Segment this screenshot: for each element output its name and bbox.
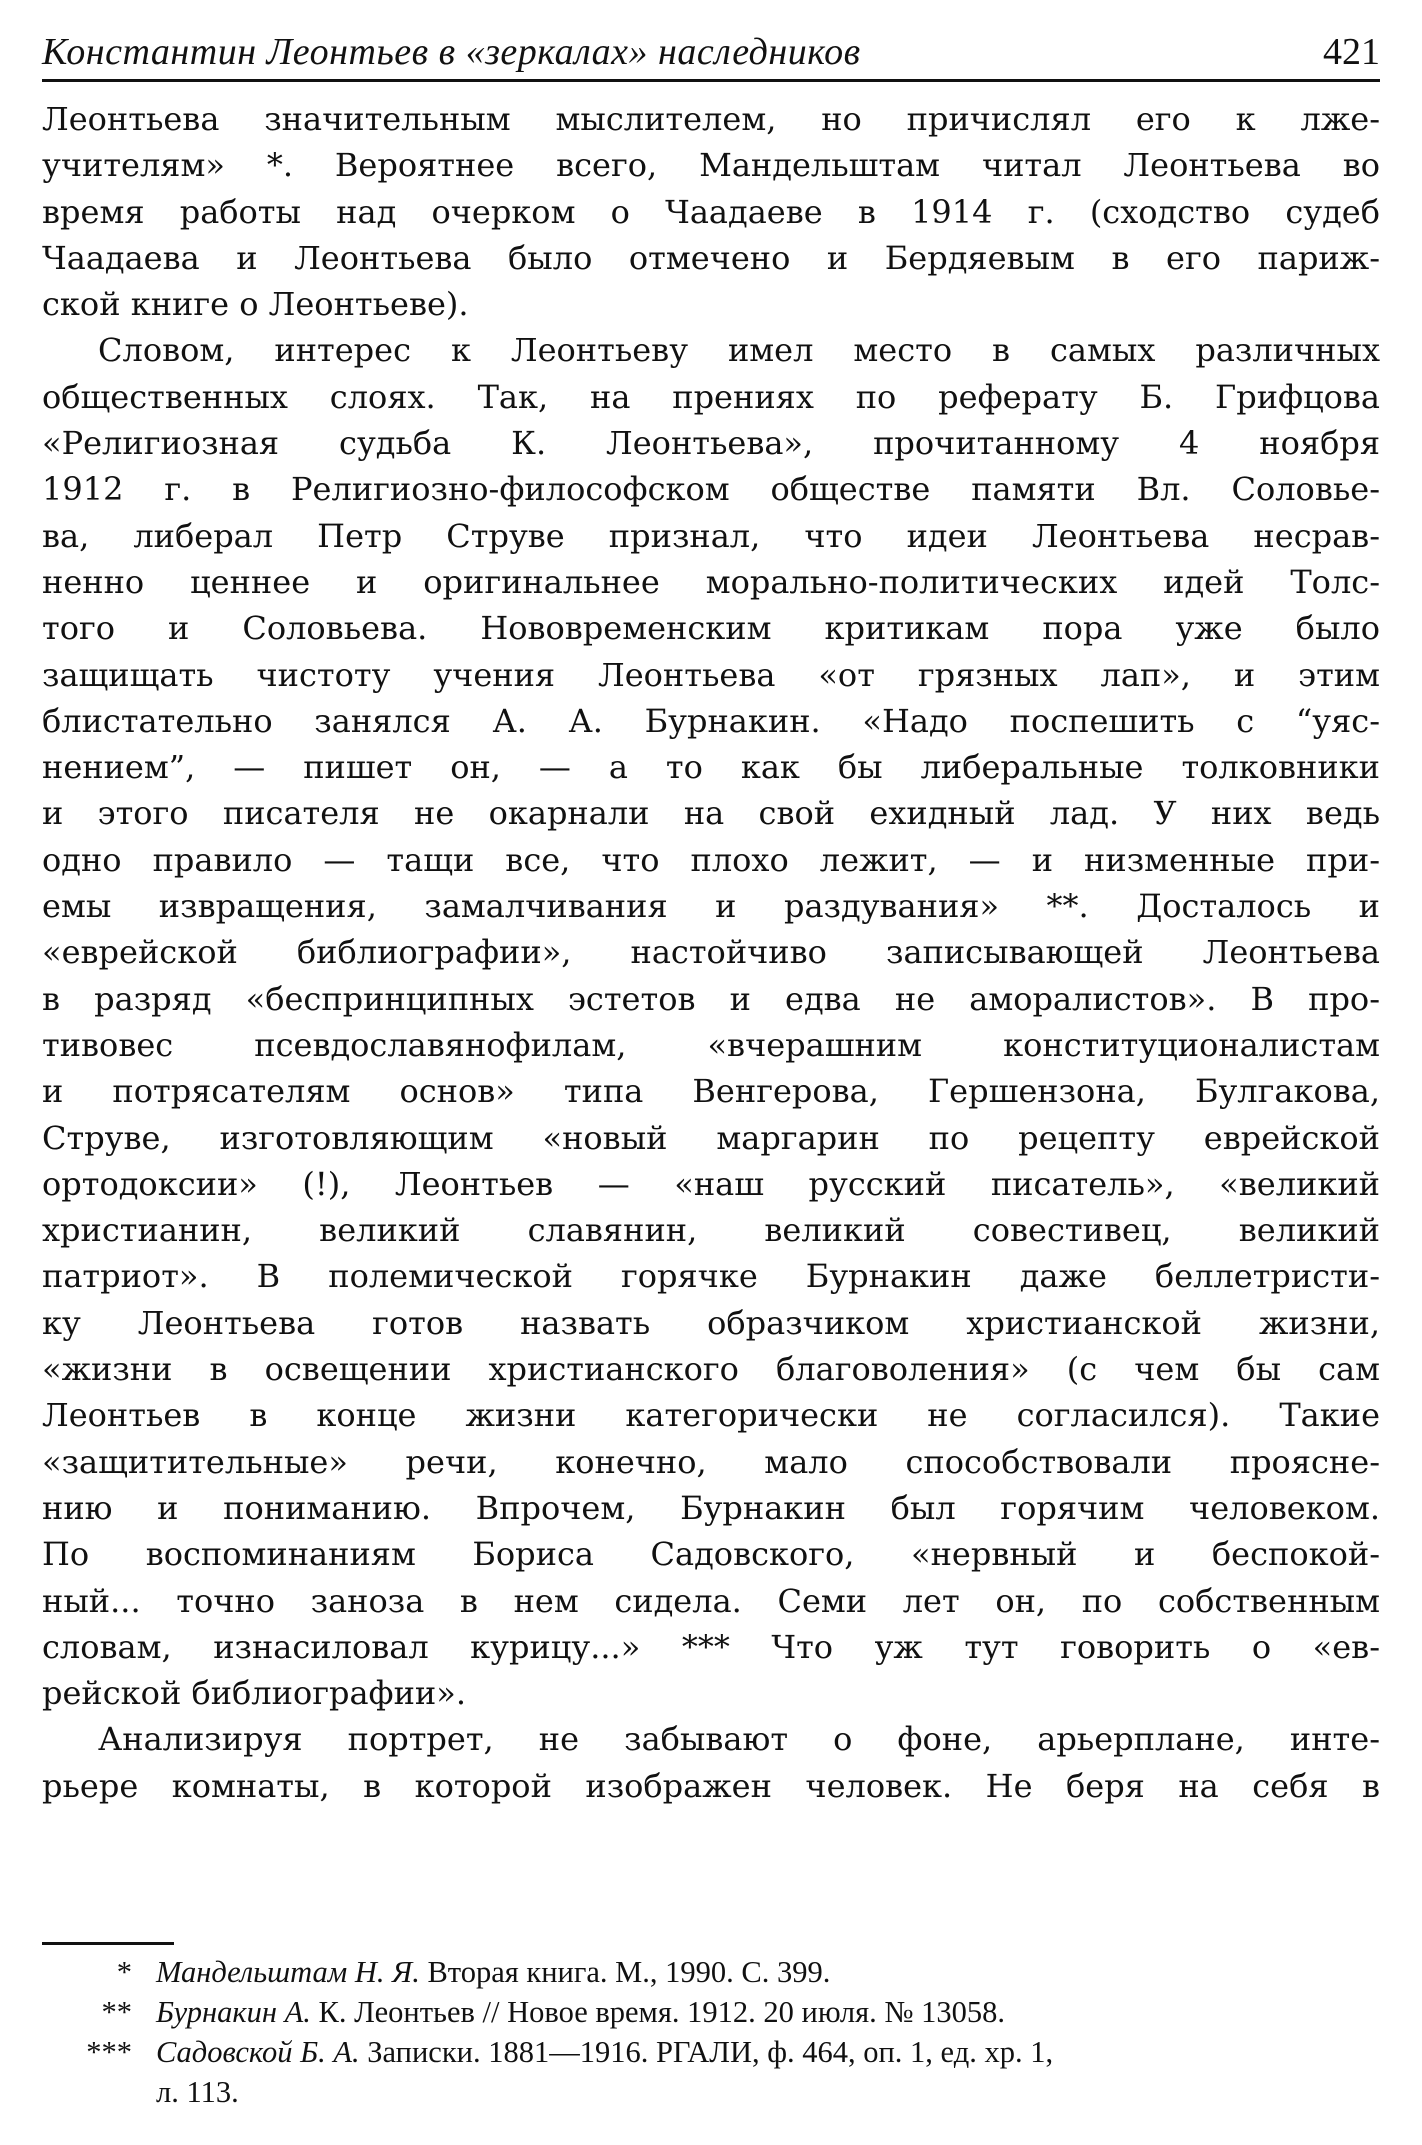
footnote-author: Садовской Б. А. bbox=[156, 2035, 360, 2069]
text-line: По воспоминаниям Бориса Садовского, «нервный и беспокой- bbox=[42, 1535, 1380, 1574]
text-line: словам, изнасиловал курицу...» *** Что уж тут говорить о «ев- bbox=[42, 1627, 1380, 1666]
running-head-title: Константин Леонтьев в «зеркалах» наследников bbox=[42, 31, 861, 73]
text-line: рейской библиографии». bbox=[42, 1674, 466, 1713]
footnote-author: Мандельштам Н. Я. bbox=[156, 1955, 420, 1989]
text-line: 1912 г. в Религиозно-философском обществе памяти Вл. Соловье- bbox=[42, 470, 1380, 509]
footnote-rule bbox=[42, 1942, 174, 1945]
footnote-text bbox=[156, 1992, 1380, 2032]
text-line: христианин, великий славянин, великий совестивец, великий bbox=[42, 1211, 1380, 1250]
text-line: ортодоксии» (!), Леонтьев — «наш русский писатель», «великий bbox=[42, 1164, 1380, 1203]
text-line: нию и пониманию. Впрочем, Бурнакин был горячим человеком. bbox=[42, 1488, 1380, 1527]
text-line: «еврейской библиографии», настойчиво записывающей Леонтьева bbox=[42, 933, 1380, 972]
footnote bbox=[42, 2032, 1380, 2072]
footnote-text bbox=[156, 1952, 1380, 1992]
text-line: рьере комнаты, в которой изображен человек. Не беря на себя в bbox=[42, 1766, 1380, 1805]
footnote-mark: * bbox=[116, 1955, 132, 1989]
text-line: и этого писателя не окарнали на свой ехидный лад. У них ведь bbox=[42, 794, 1380, 833]
footnote-continuation: л. 113. bbox=[156, 2075, 239, 2109]
text-line: тивовес псевдославянофилам, «вчерашним конституционалистам bbox=[42, 1025, 1380, 1064]
text-line: «Религиозная судьба К. Леонтьева», прочитанному 4 ноября bbox=[42, 424, 1380, 463]
text-line: патриот». В полемической горячке Бурнакин даже беллетристи- bbox=[42, 1257, 1380, 1296]
body-text bbox=[42, 96, 1380, 1809]
text-line: Струве, изготовляющим «новый маргарин по рецепту еврейской bbox=[42, 1118, 1380, 1157]
footnote-text bbox=[156, 2032, 1380, 2072]
text-line: того и Соловьева. Нововременским критикам пора уже было bbox=[42, 609, 1380, 648]
text-line: Леонтьев в конце жизни категорически не согласился). Такие bbox=[42, 1396, 1380, 1435]
footnote-mark: *** bbox=[86, 2035, 132, 2069]
text-line: Чаадаева и Леонтьева было отмечено и Бердяевым в его париж- bbox=[42, 238, 1380, 277]
footnotes bbox=[42, 1952, 1380, 2112]
footnote bbox=[42, 1952, 1380, 1992]
text-line: нением”, — пишет он, — а то как бы либеральные толковники bbox=[42, 748, 1380, 787]
footnote-citation: К. Леонтьев // Новое время. 1912. 20 июля. № 13058. bbox=[310, 1995, 1005, 2029]
text-line: Словом, интерес к Леонтьеву имел место в самых различных bbox=[98, 331, 1380, 370]
running-head bbox=[42, 30, 1380, 82]
text-line: учителям» *. Вероятнее всего, Мандельштам читал Леонтьева во bbox=[42, 146, 1380, 185]
text-line: Леонтьева значительным мыслителем, но причислял его к лже- bbox=[42, 100, 1380, 138]
page-number: 421 bbox=[1323, 31, 1380, 73]
text-line: «жизни в освещении христианского благоволения» (с чем бы сам bbox=[42, 1350, 1380, 1389]
footnote-citation: Записки. 1881—1916. РГАЛИ, ф. 464, оп. 1, ед. хр. 1, bbox=[359, 2035, 1054, 2069]
text-line: ской книге о Леонтьеве). bbox=[42, 285, 469, 324]
text-line: общественных слоях. Так, на прениях по реферату Б. Грифцова bbox=[42, 377, 1380, 416]
text-line: и потрясателям основ» типа Венгерова, Гершензона, Булгакова, bbox=[42, 1072, 1380, 1111]
footnote bbox=[42, 1992, 1380, 2032]
text-line: ненно ценнее и оригинальнее морально-политических идей Толс- bbox=[42, 562, 1380, 601]
footnote-mark: ** bbox=[101, 1995, 132, 2029]
footnote-citation: Вторая книга. М., 1990. С. 399. bbox=[419, 1955, 831, 1989]
text-line: ку Леонтьева готов назвать образчиком христианской жизни, bbox=[42, 1303, 1380, 1342]
text-line: время работы над очерком о Чаадаеве в 1914 г. (сходство судеб bbox=[42, 192, 1380, 231]
text-line: Анализируя портрет, не забывают о фоне, арьерплане, инте- bbox=[98, 1720, 1380, 1759]
text-line: блистательно занялся А. А. Бурнакин. «Надо поспешить с “уяс- bbox=[42, 701, 1380, 740]
text-line: ва, либерал Петр Струве признал, что идеи Леонтьева несрав- bbox=[42, 516, 1380, 555]
text-line: ный... точно заноза в нем сидела. Семи лет он, по собственным bbox=[42, 1581, 1380, 1620]
text-line: в разряд «беспринципных эстетов и едва не аморалистов». В про- bbox=[42, 979, 1380, 1018]
text-line: емы извращения, замалчивания и раздувания» **. Досталось и bbox=[42, 887, 1380, 926]
footnote-author: Бурнакин А. bbox=[156, 1995, 311, 2029]
text-line: одно правило — тащи все, что плохо лежит, — и низменные при- bbox=[42, 840, 1380, 879]
text-line: защищать чистоту учения Леонтьева «от грязных лап», и этим bbox=[42, 655, 1380, 694]
text-line: «защитительные» речи, конечно, мало способствовали прояснe- bbox=[42, 1442, 1380, 1481]
